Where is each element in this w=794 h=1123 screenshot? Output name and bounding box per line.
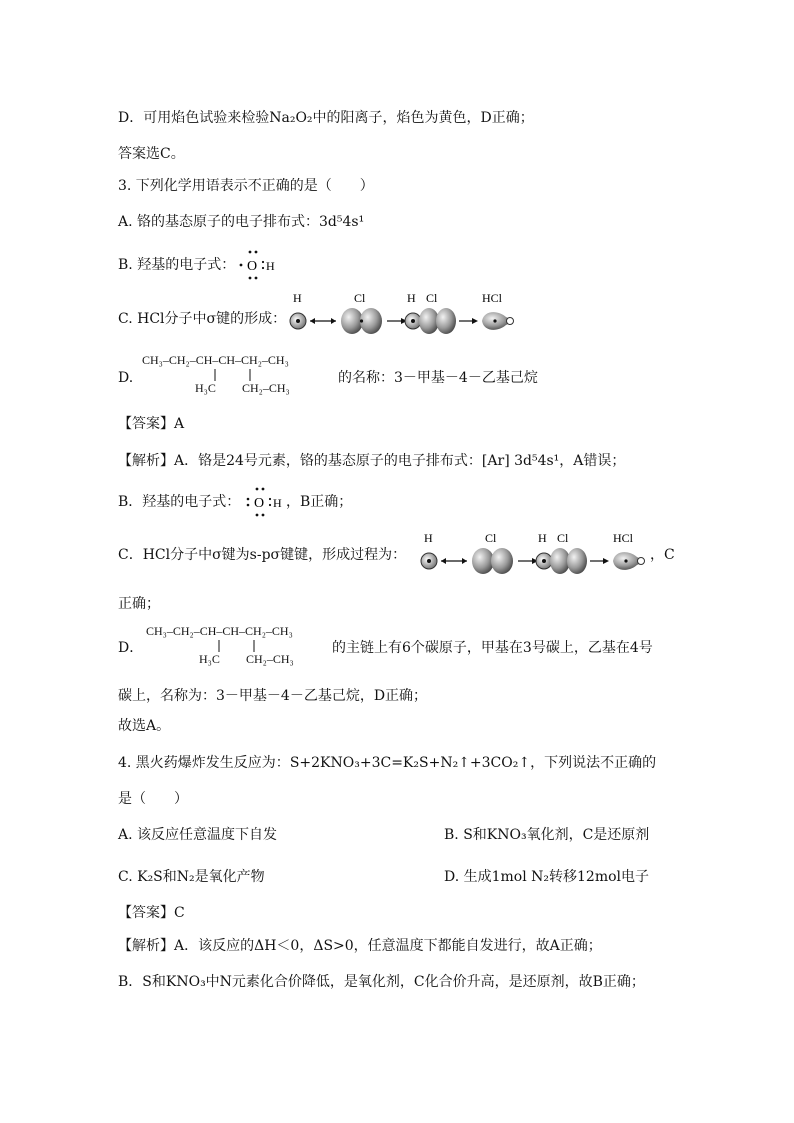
q3-exp-b: B．羟基的电子式： — [118, 494, 241, 510]
q3-stem: 3. 下列化学用语表示不正确的是（ ） — [118, 178, 374, 194]
hydroxyl-electron-dot-diagram — [236, 248, 280, 282]
q4-option-d: D. 生成1mol N₂转移12mol电子 — [444, 869, 650, 885]
q2-option-d: D．可用焰色试验来检验Na₂O₂中的阳离子，焰色为黄色，D正确； — [118, 110, 534, 126]
cl-p-orbital-lobe-right — [360, 308, 382, 334]
q3-answer: 【答案】A — [118, 416, 185, 432]
svg-text:HCl: HCl — [613, 531, 634, 545]
q4-option-b: B. S和KNO₃氧化剂，C是还原剂 — [444, 827, 650, 843]
hydrogen-symbol: H — [266, 259, 275, 273]
main-chain: CH₃–CH₂–CH–CH–CH₂–CH₃ — [142, 353, 289, 367]
q4-exp-b: B．S和KNO₃中N元素化合价降低，是氧化剂，C化合价升高，是还原剂，故B正确； — [118, 974, 645, 990]
q3-option-a: A. 铬的基态原子的电子排布式：3d⁵4s¹ — [118, 214, 365, 230]
structural-formula-1 — [142, 353, 338, 399]
svg-text:H: H — [424, 531, 433, 545]
label-cl-2: Cl — [426, 291, 438, 305]
q3-option-c: C. HCl分子中σ键的形成： — [118, 311, 287, 327]
methyl-group: H₃C — [195, 381, 216, 395]
q3-exp-d-suffix: 的主链上有6个碳原子，甲基在3号碳上，乙基在4号 — [332, 640, 653, 656]
q2-answer-line: 答案选C。 — [118, 146, 185, 162]
q4-answer: 【答案】C — [118, 905, 185, 921]
q3-exp-d-prefix: D． — [118, 640, 144, 656]
q3-choose: 故选A。 — [118, 718, 171, 734]
q4-exp-a: 【解析】A．该反应的ΔH＜0，ΔS>0，任意温度下都能自发进行，故A正确； — [118, 938, 602, 954]
ethyl-group: CH₂–CH₃ — [242, 381, 290, 395]
q3-exp-b-suffix: ，B正确； — [286, 494, 353, 510]
label-cl-1: Cl — [354, 291, 366, 305]
hcl-sigma-bond-formation-diagram-2 — [417, 528, 649, 578]
reaction-equation: S+2KNO₃+3C=K₂S+N₂↑+3CO₂↑ — [289, 755, 531, 771]
svg-text:H: H — [538, 531, 547, 545]
q3-option-d-suffix: 的名称：3－甲基－4－乙基己烷 — [338, 370, 538, 386]
q3-exp-a: 【解析】A．铬是24号元素，铬的基态原子的电子排布式：[Ar] 3d⁵4s¹，A错误； — [118, 453, 626, 469]
oxygen-symbol: O — [247, 259, 258, 274]
q4-option-c: C. K₂S和N₂是氧化产物 — [118, 869, 265, 885]
label-h-2: H — [407, 291, 416, 305]
svg-text:H: H — [273, 496, 282, 510]
q3-option-d-prefix: D. — [118, 370, 134, 386]
q3-option-b: B. 羟基的电子式： — [118, 257, 236, 273]
label-hcl: HCl — [482, 291, 503, 305]
hydroxyl-electron-dot-diagram-2 — [243, 485, 287, 519]
q4-stem: 4. 黑火药爆炸发生反应为：S+2KNO₃+3C=K₂S+N₂↑+3CO₂↑，下列说法不正确的 — [118, 755, 657, 771]
hcl-sigma-bond-formation-diagram — [286, 288, 518, 338]
structural-formula-2: CH₃–CH₂–CH–CH–CH₂–CH₃ H₃C CH₂–CH₃ — [146, 624, 294, 666]
q3-exp-c-cont: 正确； — [118, 596, 160, 612]
svg-text:Cl: Cl — [557, 531, 569, 545]
q3-exp-c: C．HCl分子中σ键为s-pσ键键，形成过程为： — [118, 547, 407, 563]
svg-text:Cl: Cl — [485, 531, 497, 545]
label-h-1: H — [293, 291, 302, 305]
q3-exp-d-cont: 碳上，名称为：3－甲基－4－乙基己烷，D正确； — [118, 688, 428, 704]
cl-p-orbital-lobe-left — [341, 308, 363, 334]
q4-option-a: A. 该反应任意温度下自发 — [118, 827, 278, 843]
na2o2-formula: Na₂O₂ — [269, 110, 313, 126]
svg-text:O: O — [254, 496, 265, 511]
q3-exp-c-suffix: ，C — [650, 547, 675, 563]
q4-stem-cont: 是（ ） — [118, 791, 188, 807]
